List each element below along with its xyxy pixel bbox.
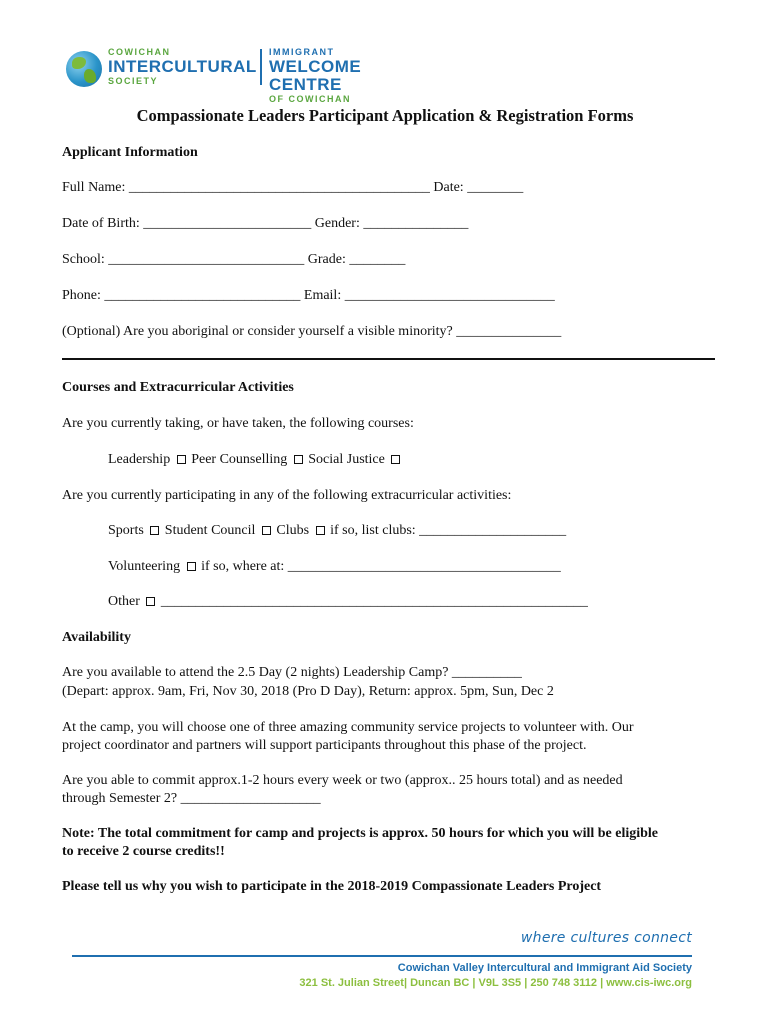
footer-organization: Cowichan Valley Intercultural and Immigrant Aid Society	[397, 962, 692, 974]
section-divider	[62, 358, 715, 360]
logo-org1-line1: COWICHAN	[108, 47, 171, 57]
logo-org2-line2: WELCOME CENTRE	[269, 57, 362, 94]
footer-address: 321 St. Julian Street| Duncan BC | V9L 3S5 | 250 748 3112 | www.cis-iwc.org	[299, 977, 692, 989]
note-line2: to receive 2 course credits!!	[62, 844, 225, 859]
other-label: Other	[108, 594, 140, 609]
camp-dates: (Depart: approx. 9am, Fri, Nov 30, 2018 (Pro D Day), Return: approx. 5pm, Sun, Dec 2	[62, 684, 554, 699]
courses-question: Are you currently taking, or have taken, the following courses:	[62, 416, 414, 431]
globe-icon	[66, 51, 102, 87]
course-options	[108, 452, 402, 468]
activity-student-council-label: Student Council	[164, 523, 256, 538]
applicant-heading: Applicant Information	[62, 145, 198, 160]
course-social-justice-label: Social Justice	[308, 452, 385, 467]
school-grade-field[interactable]: School: ____________________________ Grade: ________	[62, 252, 406, 267]
courses-heading: Courses and Extracurricular Activities	[62, 380, 294, 395]
activity-options	[108, 523, 566, 539]
note-line1: Note: The total commitment for camp and projects is approx. 50 hours for which you will be eligible	[62, 826, 659, 841]
commit-paragraph-line2-field[interactable]: through Semester 2? ____________________	[62, 791, 321, 806]
logo-org2-line3: OF COWICHAN	[269, 94, 351, 104]
logo-org1-line3: SOCIETY	[108, 76, 159, 86]
volunteering-row	[108, 559, 561, 575]
peer-counselling-checkbox[interactable]	[294, 455, 303, 464]
leadership-checkbox[interactable]	[177, 455, 186, 464]
course-leadership-label: Leadership	[108, 452, 171, 467]
student-council-checkbox[interactable]	[262, 526, 271, 535]
footer-tagline: where cultures connect	[520, 930, 692, 946]
activities-question: Are you currently participating in any of the following extracurricular activities:	[62, 488, 512, 503]
activity-clubs-label: Clubs	[276, 523, 310, 538]
course-peer-counselling-label: Peer Counselling	[191, 452, 288, 467]
document-title: Compassionate Leaders Participant Application & Registration Forms	[136, 106, 634, 125]
logo-org2-line1: IMMIGRANT	[269, 47, 335, 57]
header-logo	[66, 47, 436, 104]
other-field[interactable]: _____________________________________________________________	[160, 594, 588, 609]
commit-paragraph-line1: Are you able to commit approx.1-2 hours every week or two (approx.. 25 hours total) and as needed	[62, 773, 623, 788]
volunteering-label: Volunteering	[108, 559, 181, 574]
intercultural-society-logo-text	[108, 47, 257, 87]
clubs-list-field[interactable]: if so, list clubs: _____________________	[330, 523, 567, 538]
clubs-checkbox[interactable]	[316, 526, 325, 535]
activity-sports-label: Sports	[108, 523, 144, 538]
footer-rule	[72, 955, 692, 957]
camp-paragraph-line1: At the camp, you will choose one of three amazing community service projects to volunteer with. Our	[62, 720, 634, 735]
sports-checkbox[interactable]	[150, 526, 159, 535]
dob-gender-field[interactable]: Date of Birth: ________________________ Gender: _______________	[62, 216, 469, 231]
welcome-centre-logo-text	[269, 47, 436, 105]
volunteering-checkbox[interactable]	[187, 562, 196, 571]
logo-divider	[260, 49, 262, 85]
other-checkbox[interactable]	[146, 597, 155, 606]
why-participate-prompt: Please tell us why you wish to participate in the 2018-2019 Compassionate Leaders Project	[62, 879, 602, 894]
social-justice-checkbox[interactable]	[391, 455, 400, 464]
phone-email-field[interactable]: Phone: ____________________________ Email: ______________________________	[62, 288, 555, 303]
other-row	[108, 594, 588, 610]
logo-org1-line2: INTERCULTURAL	[108, 57, 257, 76]
optional-minority-field[interactable]: (Optional) Are you aboriginal or consider yourself a visible minority? _______________	[62, 324, 562, 339]
camp-paragraph-line2: project coordinator and partners will support participants throughout this phase of the project.	[62, 738, 587, 753]
availability-heading: Availability	[62, 630, 131, 645]
full-name-field[interactable]: Full Name: ___________________________________________ Date: ________	[62, 180, 524, 195]
camp-question-field[interactable]: Are you available to attend the 2.5 Day (2 nights) Leadership Camp? __________	[62, 665, 522, 680]
volunteering-where-field[interactable]: if so, where at: _______________________________________	[201, 559, 561, 574]
